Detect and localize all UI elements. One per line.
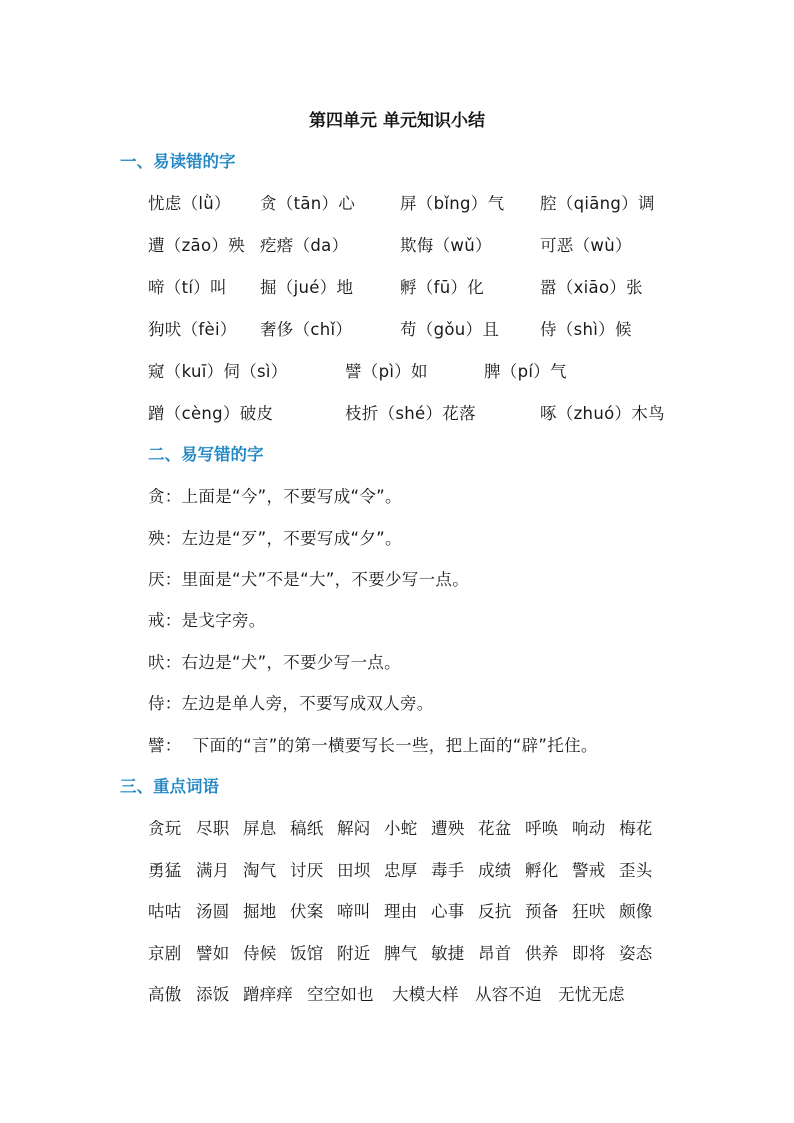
word-item: 稿纸 [290, 819, 324, 838]
reading-item: 遭（zāo）殃 [148, 236, 245, 255]
word-item: 空空如也 [307, 985, 374, 1004]
word-item: 狂吠 [572, 902, 606, 921]
word-item: 花盆 [478, 819, 512, 838]
word-item: 响动 [572, 819, 606, 838]
word-item: 预备 [525, 902, 559, 921]
reading-item: 脾（pí）气 [484, 362, 567, 381]
word-item: 汤圆 [196, 902, 230, 921]
reading-item: 蹭（cèng）破皮 [148, 404, 274, 423]
word-item: 伏案 [290, 902, 324, 921]
word-item: 忠厚 [384, 861, 418, 880]
word-item: 咕咕 [148, 902, 182, 921]
word-item: 呼唤 [525, 819, 559, 838]
reading-item: 欺侮（wǔ） [400, 236, 492, 255]
word-item: 歪头 [619, 861, 653, 880]
word-item: 讨厌 [290, 861, 324, 880]
word-item: 即将 [572, 944, 606, 963]
writing-note: 殃：左边是“歹”，不要写成“夕”。 [148, 529, 402, 548]
word-item: 从容不迫 [475, 985, 542, 1004]
word-item: 供养 [525, 944, 559, 963]
reading-item: 孵（fū）化 [400, 278, 485, 297]
word-item: 解闷 [337, 819, 371, 838]
reading-item: 枝折（shé）花落 [345, 404, 476, 423]
word-item: 遭殃 [431, 819, 465, 838]
word-item: 侍候 [243, 944, 277, 963]
section-heading-2: 二、易写错的字 [148, 445, 264, 464]
word-item: 梅花 [619, 819, 653, 838]
word-item: 脾气 [384, 944, 418, 963]
section-heading-1: 一、易读错的字 [120, 152, 236, 171]
word-item: 成绩 [478, 861, 512, 880]
word-item: 蹭痒痒 [243, 985, 294, 1004]
word-item: 附近 [337, 944, 371, 963]
word-item: 警戒 [572, 861, 606, 880]
word-item: 勇猛 [148, 861, 182, 880]
word-item: 贪玩 [148, 819, 182, 838]
word-item: 添饭 [196, 985, 230, 1004]
word-item: 掘地 [243, 902, 277, 921]
word-item: 理由 [384, 902, 418, 921]
reading-item: 疙瘩（da） [260, 236, 349, 255]
writing-note: 侍：左边是单人旁，不要写成双人旁。 [148, 694, 434, 713]
word-item: 昂首 [478, 944, 512, 963]
word-item: 姿态 [619, 944, 653, 963]
writing-note: 譬： 下面的“言”的第一横要写长一些，把上面的“辟”托住。 [148, 736, 598, 755]
reading-item: 贪（tān）心 [260, 194, 356, 213]
word-item: 小蛇 [384, 819, 418, 838]
writing-note: 吠：右边是“犬”，不要少写一点。 [148, 653, 401, 672]
reading-item: 掘（jué）地 [260, 278, 354, 297]
word-item: 屏息 [243, 819, 277, 838]
reading-item: 苟（gǒu）且 [400, 320, 500, 339]
word-item: 反抗 [478, 902, 512, 921]
word-item: 京剧 [148, 944, 182, 963]
reading-item: 可恶（wù） [540, 236, 632, 255]
word-item: 譬如 [196, 944, 230, 963]
reading-item: 腔（qiāng）调 [540, 194, 655, 213]
reading-item: 狗吠（fèi） [148, 320, 237, 339]
word-item: 田坝 [337, 861, 371, 880]
reading-item: 忧虑（lǜ） [148, 194, 231, 213]
word-item: 尽职 [196, 819, 230, 838]
word-item: 饭馆 [290, 944, 324, 963]
word-item: 颇像 [619, 902, 653, 921]
word-item: 啼叫 [337, 902, 371, 921]
reading-item: 嚣（xiāo）张 [540, 278, 643, 297]
reading-item: 窥（kuī）伺（sì） [148, 362, 288, 381]
writing-note: 厌：里面是“犬”不是“大”，不要少写一点。 [148, 570, 469, 589]
word-item: 大模大样 [392, 985, 459, 1004]
word-item: 孵化 [525, 861, 559, 880]
word-item: 毒手 [431, 861, 465, 880]
word-item: 高傲 [148, 985, 182, 1004]
reading-item: 啄（zhuó）木鸟 [540, 404, 665, 423]
writing-note: 贪：上面是“今”，不要写成“令”。 [148, 487, 402, 506]
word-item: 淘气 [243, 861, 277, 880]
word-item: 无忧无虑 [558, 985, 625, 1004]
reading-item: 啼（tí）叫 [148, 278, 227, 297]
word-item: 心事 [431, 902, 465, 921]
reading-item: 屏（bǐng）气 [400, 194, 505, 213]
reading-item: 奢侈（chǐ） [260, 320, 353, 339]
section-heading-3: 三、重点词语 [120, 777, 219, 796]
word-item: 敏捷 [431, 944, 465, 963]
page-title: 第四单元 单元知识小结 [309, 111, 485, 131]
reading-item: 譬（pì）如 [345, 362, 428, 381]
word-item: 满月 [196, 861, 230, 880]
writing-note: 戒：是戈字旁。 [148, 611, 266, 630]
reading-item: 侍（shì）候 [540, 320, 632, 339]
